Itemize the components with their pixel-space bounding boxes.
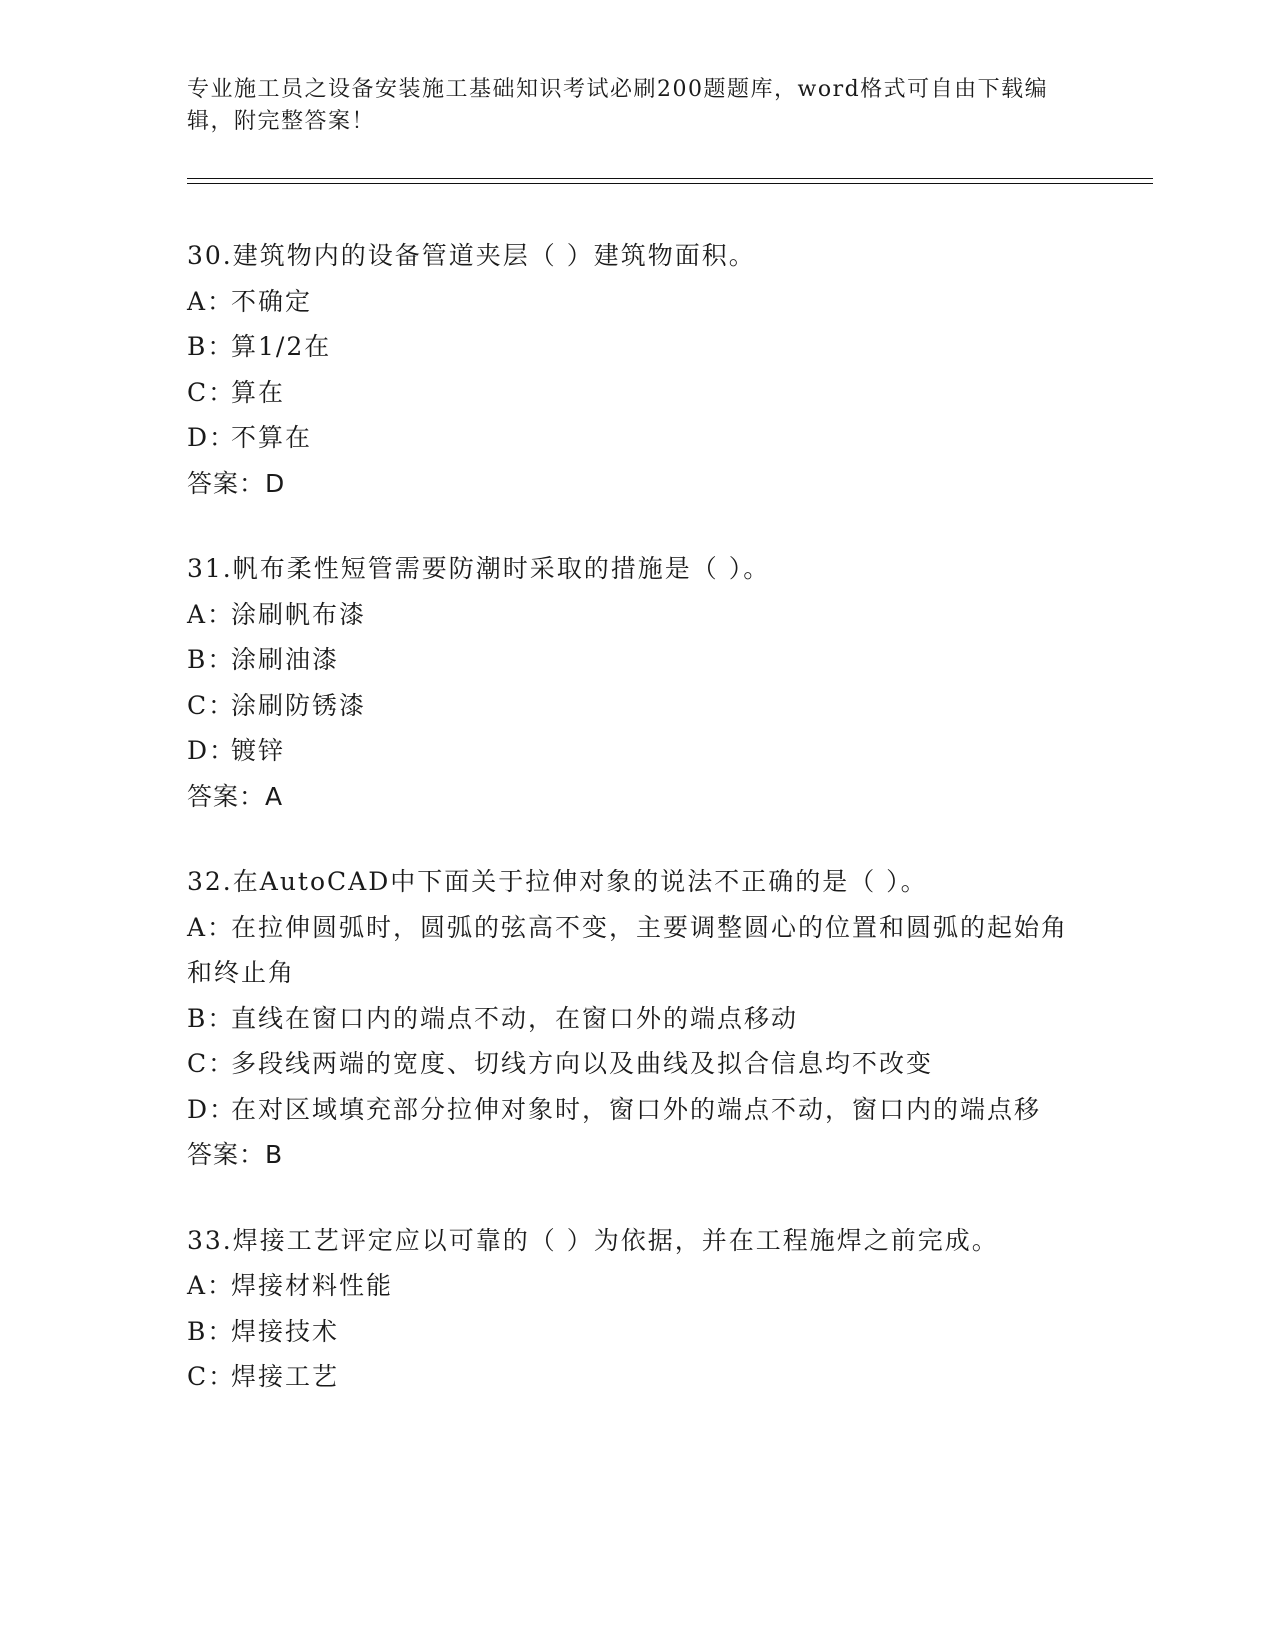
option-text: 焊接材料性能 [231,1271,394,1300]
option-key: A： [187,599,235,629]
option-c [187,370,1087,416]
answer-line: 答案：B [187,1140,284,1169]
option-c [187,1354,1087,1400]
option-key: B： [187,645,235,674]
option-a [187,905,1087,996]
option-key: D： [187,1094,237,1124]
option-a [187,1263,1087,1309]
option-text: 镀锌 [231,736,286,765]
option-b [187,996,1087,1042]
option-text: 多段线两端的宽度、切线方向以及曲线及拟合信息均不改变 [231,1049,934,1078]
option-text: 算1/2在 [231,332,332,361]
option-text: 焊接工艺 [231,1362,340,1391]
option-a [187,592,1087,638]
option-c [187,683,1087,729]
option-key: B： [187,1316,235,1346]
option-text: 不确定 [231,286,313,316]
option-b [187,637,1087,683]
option-text: 不算在 [231,423,313,452]
option-c [187,1041,1087,1087]
question-stem: 33.焊接工艺评定应以可靠的（ ）为依据，并在工程施焊之前完成。 [187,1225,999,1255]
option-a [187,279,1087,325]
option-key: D： [187,736,237,765]
option-text: 算在 [231,377,286,407]
option-key: A： [187,1271,235,1300]
question-33 [187,1218,1087,1400]
option-d [187,728,1087,774]
option-text: 涂刷防锈漆 [231,690,367,720]
option-d [187,1087,1087,1133]
option-key: D： [187,423,237,452]
question-list [187,233,1087,1440]
answer-line: 答案：A [187,781,284,811]
option-key: B： [187,1003,235,1033]
option-key: C： [187,1049,236,1078]
option-key: C： [187,377,236,407]
answer-line: 答案：D [187,468,286,498]
question-30 [187,233,1087,506]
option-d [187,415,1087,461]
option-b [187,1309,1087,1355]
option-text: 直线在窗口内的端点不动，在窗口外的端点移动 [231,1003,799,1033]
question-32 [187,859,1087,1178]
option-key: A： [187,286,235,316]
question-31 [187,546,1087,819]
option-key: A： [187,912,235,942]
document-title: 专业施工员之设备安装施工基础知识考试必刷200题题库，word格式可自由下载编辑，附完整答案！ [187,77,1049,134]
option-text: 焊接技术 [231,1316,340,1346]
option-text: 在对区域填充部分拉伸对象时，窗口外的端点不动，窗口内的端点移 [231,1094,1042,1124]
question-stem: 31.帆布柔性短管需要防潮时采取的措施是（ ）。 [187,554,771,583]
question-stem: 30.建筑物内的设备管道夹层（ ）建筑物面积。 [187,241,756,270]
option-b [187,324,1087,370]
option-key: C： [187,690,236,720]
option-text: 涂刷油漆 [231,645,340,674]
option-key: C： [187,1362,236,1391]
header-double-rule [187,178,1153,184]
question-stem: 32.在AutoCAD中下面关于拉伸对象的说法不正确的是（ ）。 [187,867,928,896]
option-text: 在拉伸圆弧时，圆弧的弦高不变，主要调整圆心的位置和圆弧的起始角和终止角 [187,912,1069,987]
option-key: B： [187,332,235,361]
option-text: 涂刷帆布漆 [231,599,367,629]
